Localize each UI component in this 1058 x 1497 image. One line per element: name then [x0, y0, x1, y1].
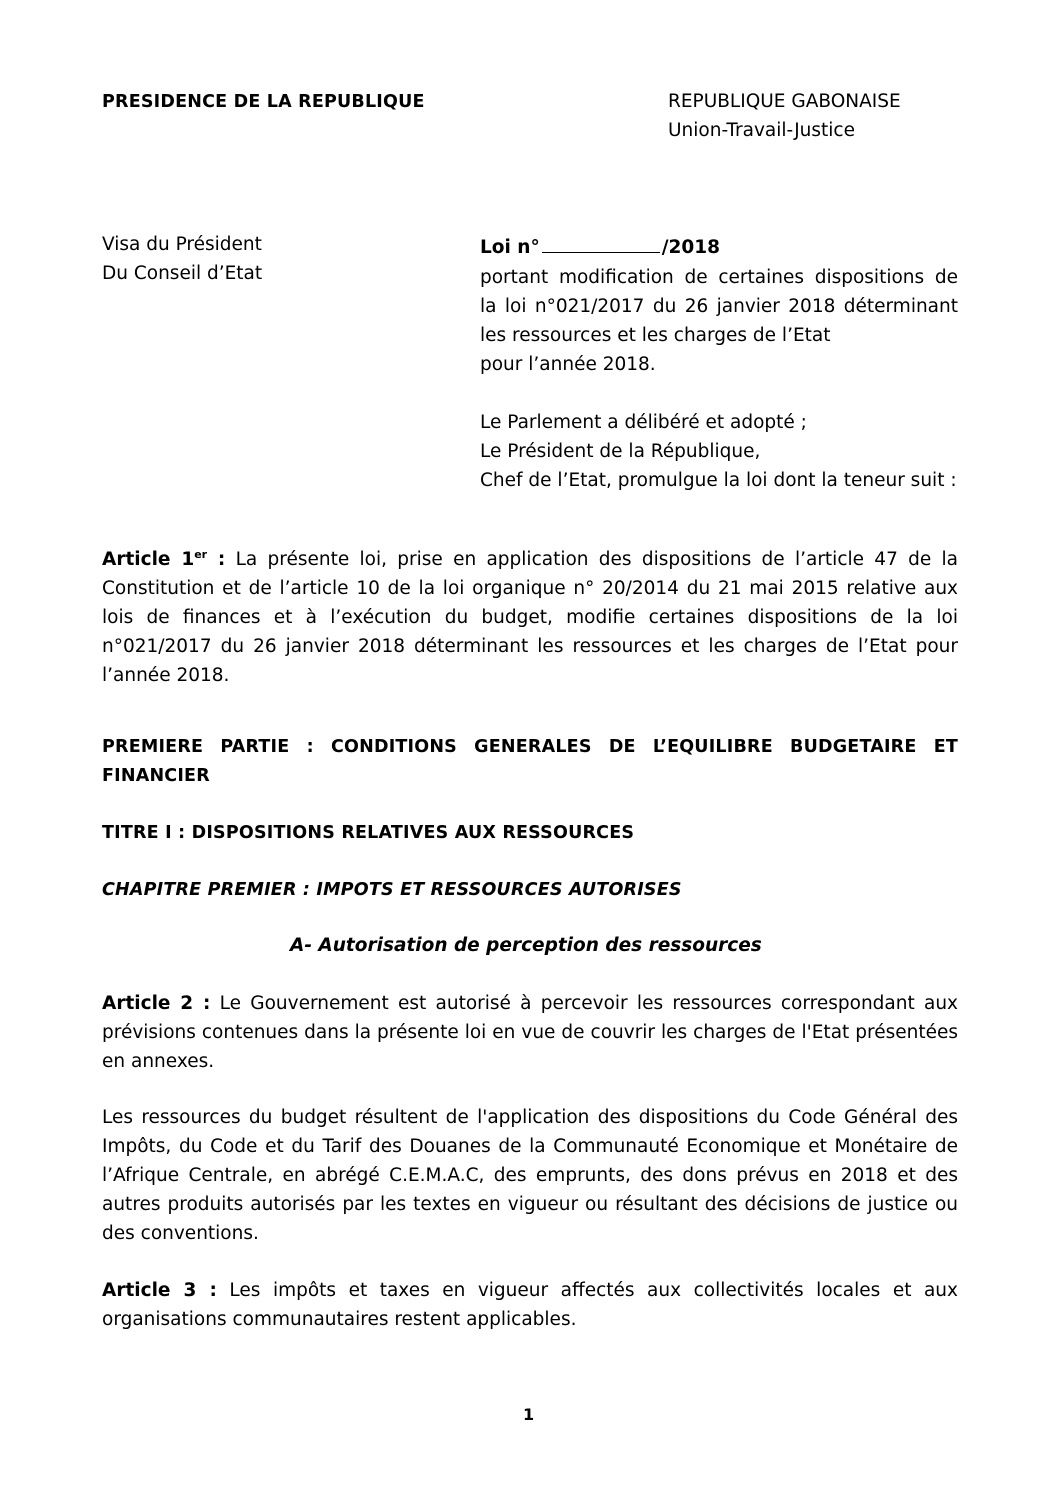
titre-heading: TITRE I : DISPOSITIONS RELATIVES AUX RESSOURCES	[102, 823, 635, 843]
preamble-line3: Chef de l’Etat, promulgue la loi dont la teneur suit :	[480, 470, 957, 491]
article3-line2: organisations communautaires restent applicables.	[102, 1309, 577, 1330]
chapitre-heading: CHAPITRE PREMIER : IMPOTS ET RESSOURCES AUTORISES	[102, 880, 682, 900]
visa-line2: Du Conseil d’Etat	[102, 263, 263, 284]
header-right-line1: REPUBLIQUE GABONAISE	[668, 91, 901, 112]
loi-title-line2: la loi n°021/2017 du 26 janvier 2018 déterminant	[480, 296, 958, 317]
loi-number	[480, 234, 720, 258]
article2-line3: en annexes.	[102, 1051, 215, 1072]
visa-line1: Visa du Président	[102, 234, 262, 255]
page-number: 1	[523, 1405, 535, 1424]
preamble-line1: Le Parlement a délibéré et adopté ;	[480, 412, 807, 433]
article1-label: Article 1er :	[102, 547, 226, 570]
loi-prefix: Loi n°	[480, 237, 540, 258]
loi-title-line3: les ressources et les charges de l’Etat	[480, 325, 831, 346]
partie-heading-line1: PREMIERE PARTIE : CONDITIONS GENERALES DE L’EQUILIBRE BUDGETAIRE ET	[102, 737, 958, 757]
loi-number-blank	[542, 234, 660, 253]
partie-heading-line2: FINANCIER	[102, 766, 210, 786]
article1-line1: Article 1er : La présente loi, prise en application des dispositions de l’article 47 de la	[102, 547, 959, 570]
article1-line3: lois de finances et à l’exécution du budget, modifie certaines dispositions de la loi	[102, 607, 958, 628]
article1-line2: Constitution et de l’article 10 de la loi organique n° 20/2014 du 21 mai 2015 relative aux	[102, 578, 958, 599]
article2-para2-line1: Les ressources du budget résultent de l'application des dispositions du Code Général des	[102, 1107, 958, 1128]
article3-label: Article 3 :	[102, 1280, 217, 1301]
article2-label: Article 2 :	[102, 993, 211, 1014]
article2-line2: prévisions contenues dans la présente loi en vue de couvrir les charges de l'Etat présentées	[102, 1022, 958, 1043]
header-right-line2: Union-Travail-Justice	[668, 120, 855, 141]
preamble-line2: Le Président de la République,	[480, 441, 761, 462]
section-a-heading: A- Autorisation de perception des ressources	[290, 935, 762, 956]
article1-line5: l’année 2018.	[102, 665, 230, 686]
loi-title-line4: pour l’année 2018.	[480, 354, 656, 375]
article3-line1: Article 3 : Les impôts et taxes en vigueur affectés aux collectivités locales et aux	[102, 1280, 958, 1301]
article1-line4: n°021/2017 du 26 janvier 2018 déterminant les ressources et les charges de l’Etat pour	[102, 636, 958, 657]
article2-para2-line2: Impôts, du Code et du Tarif des Douanes de la Communauté Economique et Monétaire de	[102, 1136, 958, 1157]
article2-para2-line4: autres produits autorisés par les textes en vigueur ou résultant des décisions de justice ou	[102, 1194, 958, 1215]
loi-title-line1: portant modification de certaines dispositions de	[480, 267, 958, 288]
loi-suffix: /2018	[661, 237, 720, 258]
header-left: PRESIDENCE DE LA REPUBLIQUE	[102, 92, 425, 112]
article2-line1: Article 2 : Le Gouvernement est autorisé à percevoir les ressources correspondant aux	[102, 993, 958, 1014]
article2-para2-line5: des conventions.	[102, 1223, 259, 1244]
article2-para2-line3: l’Afrique Centrale, en abrégé C.E.M.A.C, des emprunts, des dons prévus en 2018 et des	[102, 1165, 958, 1186]
